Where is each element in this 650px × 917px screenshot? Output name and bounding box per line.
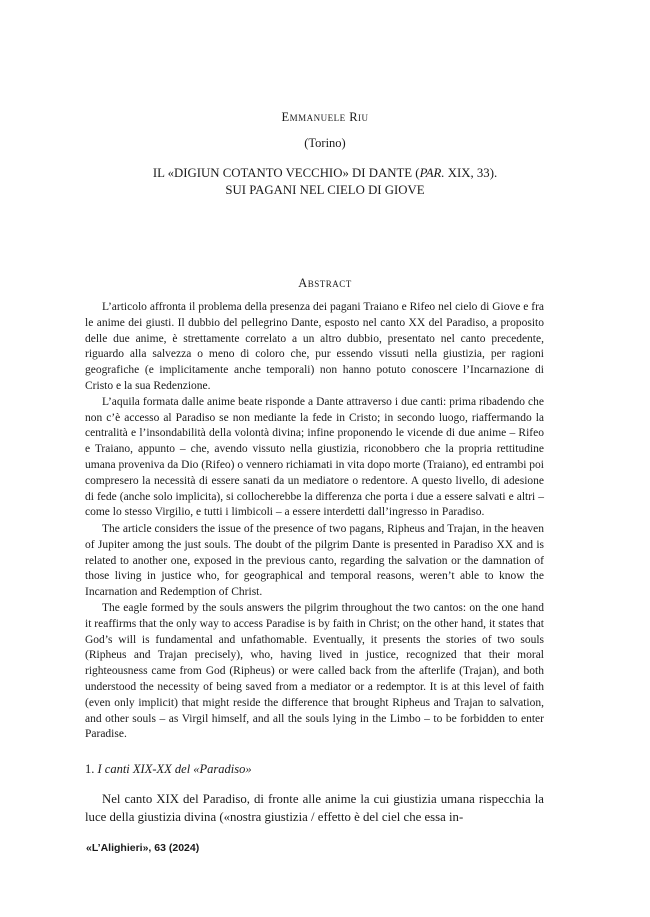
author-affiliation: (Torino): [304, 136, 346, 150]
abstract-english: [85, 522, 544, 743]
article-title: [0, 165, 650, 199]
author-name: Emmanuele Riu: [281, 110, 369, 124]
abstract-heading: Abstract: [298, 276, 352, 290]
journal-footer: «L’Alighieri», 63 (2024): [86, 842, 200, 854]
abstract-italian: [85, 300, 544, 521]
section-title: I canti XIX-XX del «Paradiso»: [97, 762, 252, 776]
abstract-it-paragraph-1: L’articolo affronta il problema della presenza dei pagani Traiano e Rifeo nel cielo di Giove e fra le anime dei giusti. Il dubbio del pellegrino Dante, esposto nel canto XX del Paradiso, a proposito delle due anime, è strettamente correlato a un altro dubbio, presentato nel canto precedente, riguardo alla salvezza o meno di coloro che, pur essendo vissuti nella giustizia, per ragioni geografiche (e implicitamente anche temporali) non hanno potuto conoscere l’Incarnazione di Cristo e la sua Redenzione.: [85, 301, 544, 392]
title-line-1-start: IL «DIGIUN COTANTO VECCHIO» DI DANTE (: [152, 166, 420, 180]
title-line-1: [0, 165, 650, 182]
title-line-1-italic: PAR.: [419, 166, 445, 180]
body-text: [85, 790, 544, 826]
body-paragraph: Nel canto XIX del Paradiso, di fronte alle anime la cui giustizia umana rispecchia la luce della giustizia divina («nostra giustizia / effetto è del ciel che essa in-: [85, 792, 544, 824]
section-heading: [85, 762, 544, 777]
title-line-1-end: XIX, 33).: [444, 166, 498, 180]
abstract-it-paragraph-2: L’aquila formata dalle anime beate risponde a Dante attraverso i due canti: prima ribadendo che non c’è accesso al Paradiso se non mediante la fede in Cristo; in secondo luogo, riaffermando la centralità e l’insondabilità della volontà divina; infine proponendo le vicende di due anime – Rifeo e Traiano, appunto – che, avendo vissuto nella giustizia, riconobbero che la propria rettitudine umana proveniva da Dio (Rifeo) o vennero richiamati in vita dopo morte (Traiano), ed entrambi poi compresero la necessità di essere sanati da un mediatore o redentore. A questo livello, di adesione di fede (anche solo implicita), si collocherebbe la differenza che porta i due a essere salvati e altri – come lo stesso Virgilio, e tutti i limbicoli – a essere interdetti dall’ingresso in Paradiso.: [85, 395, 544, 519]
abstract-en-paragraph-1: The article considers the issue of the presence of two pagans, Ripheus and Trajan, in the heaven of Jupiter among the just souls. The doubt of the pilgrim Dante is presented in Paradiso XX and is related to another one, exposed in the previous canto, regarding the salvation or the damnation of those living in justice who, for geographical and temporal reasons, weren’t able to know the Incarnation and Redemption of Christ.: [85, 523, 544, 599]
section-number: 1.: [85, 762, 95, 776]
title-line-2: SUI PAGANI NEL CIELO DI GIOVE: [225, 183, 425, 197]
abstract-en-paragraph-2: The eagle formed by the souls answers the pilgrim throughout the two cantos: on the one hand it reaffirms that the only way to access Paradise is by faith in Christ; on the other hand, it states that God’s will is fundamental and unfathomable. Eventually, it presents the stories of two souls (Ripheus and Trajan precisely), who, having lived in justice, recognized that their moral righteousness came from God (Ripheus) or were called back from the afterlife (Trajan), and both understood the necessity of being saved from a mediator or a redemptor. It is at this level of faith (even only implicit) that might reside the difference that brought Ripheus and Trajan to salvation, and other souls – as Virgil himself, and all the souls lying in the Limbo – to be forbidden to enter Paradise.: [85, 601, 544, 741]
